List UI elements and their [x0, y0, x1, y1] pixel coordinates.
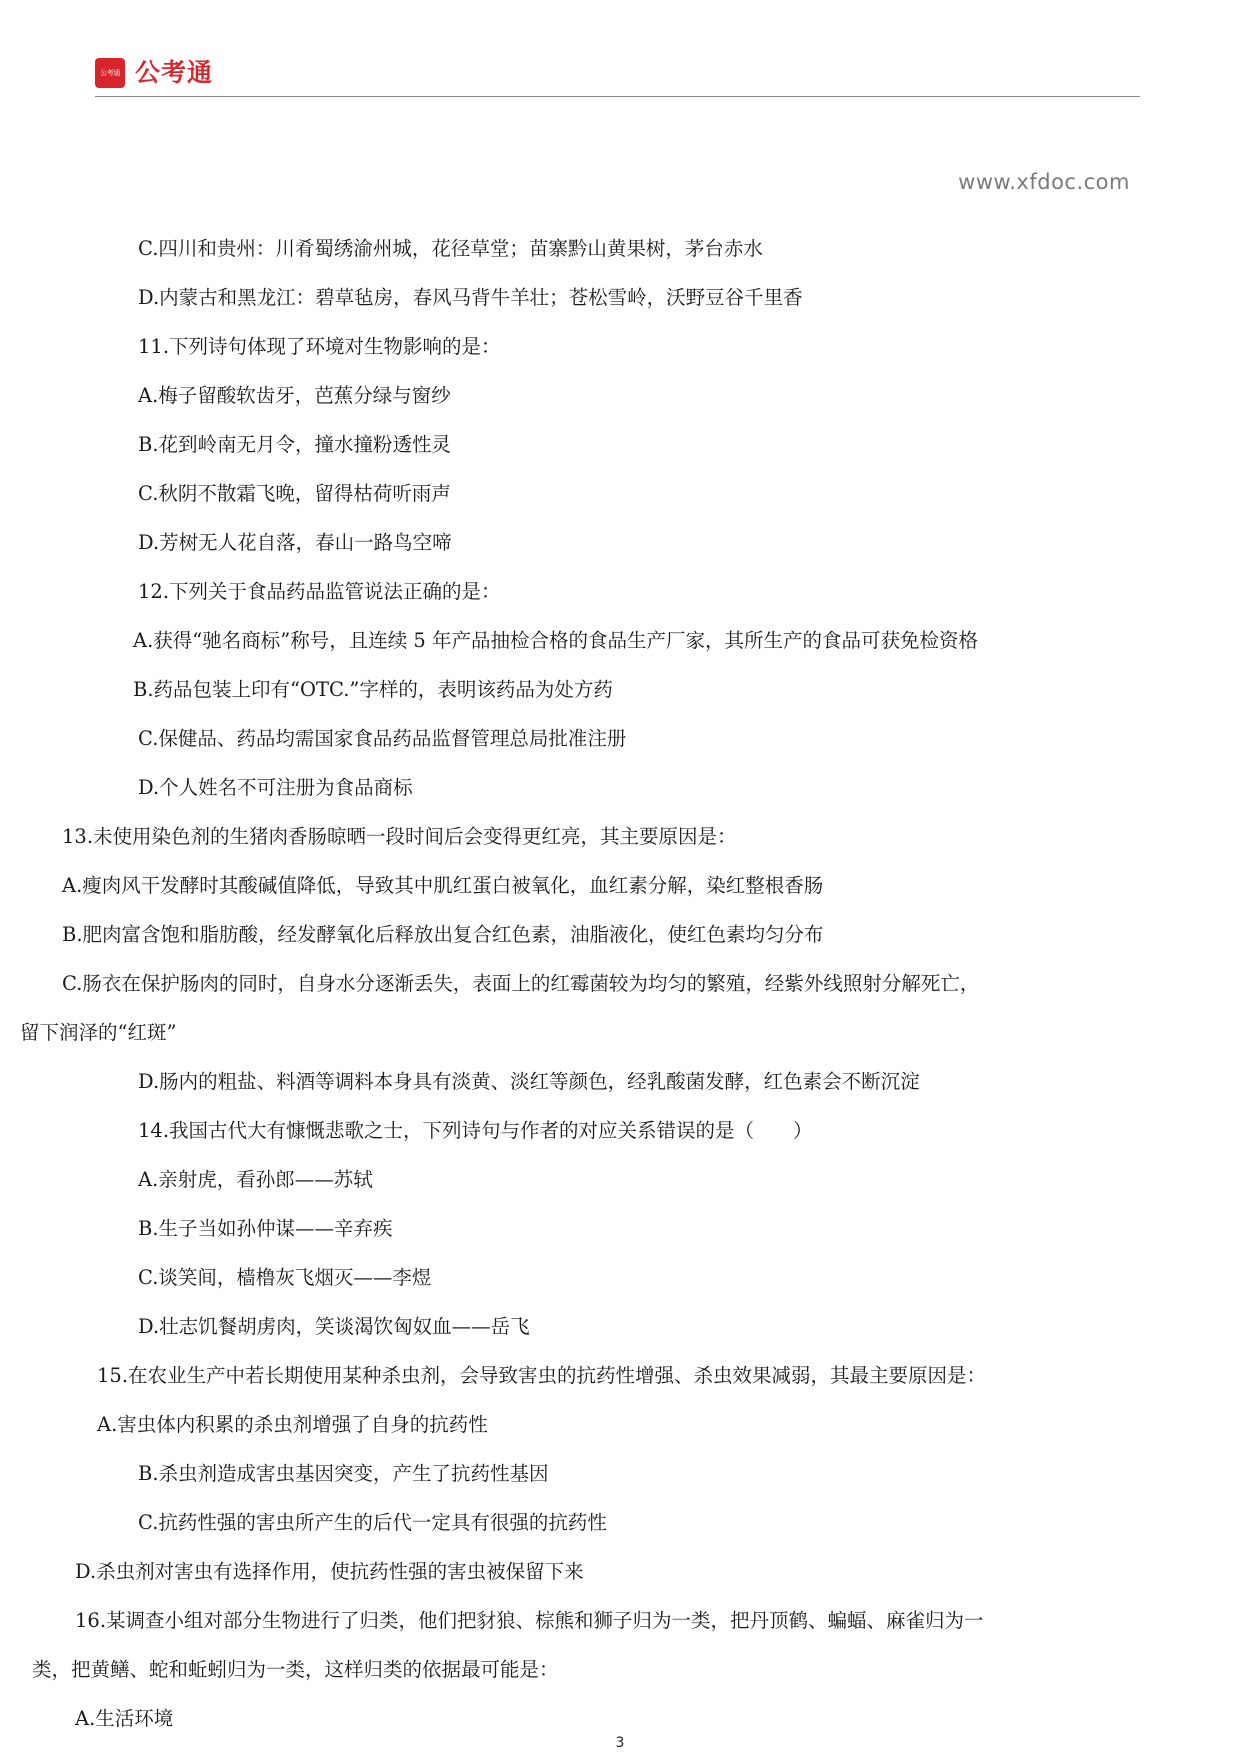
text-line: 类，把黄鳝、蛇和蚯蚓归为一类，这样归类的依据最可能是：: [32, 1658, 559, 1681]
question-13: 13.未使用染色剂的生猪肉香肠晾晒一段时间后会变得更红亮，其主要原因是：: [62, 825, 737, 848]
option-line: B.杀虫剂造成害虫基因突变，产生了抗药性基因: [138, 1462, 549, 1485]
text-line: 留下润泽的“红斑”: [20, 1021, 177, 1044]
page-number: 3: [615, 1735, 625, 1751]
option-line: D.肠内的粗盐、料酒等调料本身具有淡黄、淡红等颜色，经乳酸菌发酵，红色素会不断沉淀: [138, 1070, 920, 1093]
option-line: C.抗药性强的害虫所产生的后代一定具有很强的抗药性: [138, 1511, 607, 1534]
option-line: D.芳树无人花自落，春山一路鸟空啼: [138, 531, 452, 554]
option-line: B.肥肉富含饱和脂肪酸，经发酵氧化后释放出复合红色素，油脂液化，使红色素均匀分布: [62, 923, 824, 946]
watermark-url: www.xfdoc.com: [958, 170, 1130, 194]
logo-text: 公考通: [135, 58, 214, 87]
question-15: 15.在农业生产中若长期使用某种杀虫剂，会导致害虫的抗药性增强、杀虫效果减弱，其最主要原因是：: [97, 1364, 987, 1387]
option-line: C.肠衣在保护肠肉的同时，自身水分逐渐丢失，表面上的红霉菌较为均匀的繁殖，经紫外线照射分解死亡，: [62, 972, 980, 995]
option-line: D.个人姓名不可注册为食品商标: [138, 776, 413, 799]
text-line: C.四川和贵州：川肴蜀绣渝州城，花径草堂；苗寨黔山黄果树，茅台赤水: [138, 237, 763, 260]
option-line: A.瘦肉风干发酵时其酸碱值降低，导致其中肌红蛋白被氧化，血红素分解，染红整根香肠: [62, 874, 824, 897]
question-11: 11.下列诗句体现了环境对生物影响的是：: [138, 335, 501, 358]
option-line: B.生子当如孙仲谋——辛弃疾: [138, 1217, 393, 1240]
question-12: 12.下列关于食品药品监管说法正确的是：: [138, 580, 501, 603]
option-line: B.花到岭南无月令，撞水撞粉透性灵: [138, 433, 452, 456]
option-line: D.杀虫剂对害虫有选择作用，使抗药性强的害虫被保留下来: [75, 1560, 584, 1583]
question-14: 14.我国古代大有慷慨悲歌之士，下列诗句与作者的对应关系错误的是（ ）: [138, 1119, 813, 1142]
question-16: 16.某调查小组对部分生物进行了归类，他们把豺狼、棕熊和狮子归为一类，把丹顶鹤、蝙蝠、麻雀归为一: [75, 1609, 984, 1632]
option-line: A.梅子留酸软齿牙，芭蕉分绿与窗纱: [138, 384, 451, 407]
text-line: D.内蒙古和黑龙江：碧草毡房，春风马背牛羊壮；苍松雪岭，沃野豆谷千里香: [138, 286, 803, 309]
option-line: A.亲射虎，看孙郎——苏轼: [138, 1168, 373, 1191]
option-line: C.保健品、药品均需国家食品药品监督管理总局批准注册: [138, 727, 627, 750]
option-line: C.秋阴不散霜飞晚，留得枯荷听雨声: [138, 482, 451, 505]
logo-icon: 公考通: [95, 58, 125, 88]
option-line: C.谈笑间，樯橹灰飞烟灭——李煜: [138, 1266, 432, 1289]
option-line: B.药品包装上印有“OTC.”字样的，表明该药品为处方药: [133, 678, 613, 701]
option-line: D.壮志饥餐胡虏肉，笑谈渴饮匈奴血——岳飞: [138, 1315, 530, 1338]
option-line: A.生活环境: [75, 1707, 174, 1730]
page-header: [95, 56, 1140, 97]
option-line: A.获得“驰名商标”称号，且连续 5 年产品抽检合格的食品生产厂家，其所生产的食品可获免检资格: [133, 629, 979, 652]
option-line: A.害虫体内积累的杀虫剂增强了自身的抗药性: [97, 1413, 488, 1436]
